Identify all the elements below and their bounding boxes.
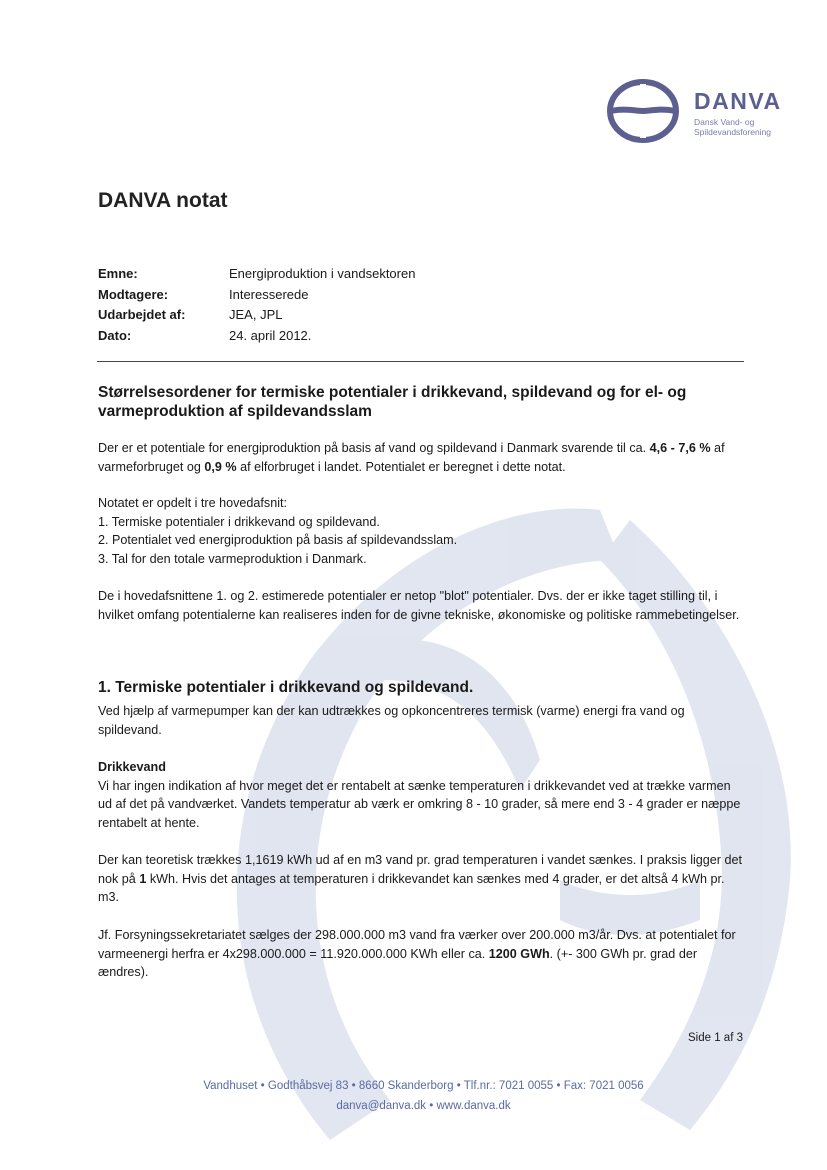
footer-street: Godthåbsvej 83 (267, 1080, 349, 1092)
outline-list (98, 494, 748, 568)
outline-lead: Notatet er opdelt i tre hovedafsnit: (98, 496, 288, 510)
logo-name: DANVA (694, 88, 782, 114)
meta-value: Energiproduktion i vandsektoren (229, 266, 416, 281)
section1-heading: 1. Termiske potentialer i drikkevand og spildevand. (98, 679, 474, 696)
gwh-value: 1200 GWh (488, 946, 550, 961)
meta-row-subject (98, 266, 698, 287)
footer-address: Vandhuset (203, 1080, 258, 1092)
outline-item: 1. Termiske potentialer i drikkevand og spildevand. (98, 514, 380, 529)
danva-logo (605, 78, 795, 138)
meta-value: JEA, JPL (229, 307, 283, 322)
meta-label: Emne: (98, 266, 138, 281)
main-heading: Størrelsesordener for termiske potentialer i drikkevand, spildevand og for el- og varmeproduktion af spildevandsslam (98, 384, 687, 420)
logo-subtitle-line2: Spildevandsforening (694, 127, 772, 137)
footer-fax: Fax: 7021 0056 (563, 1080, 644, 1092)
logo-subtitle (694, 117, 771, 137)
intro-text: Der er et potentiale for energiproduktion på basis af vand og spildevand i Danmark svarende til ca. (98, 441, 650, 455)
heat-share-value: 4,6 - 7,6 % (649, 441, 711, 455)
kwh-value: 1 (139, 871, 147, 886)
footer-address-line (100, 1080, 747, 1092)
footer-separator: • (556, 1080, 561, 1092)
footer-email-link[interactable]: danva@danva.dk (336, 1100, 427, 1112)
paragraph-text: Jf. Forsyningssekretariatet sælges der 298.000.000 m3 vand fra værker over 200.000 m3/år. Dvs. at potentialet for varmeenergi herfra er 4x298.000.000 = 11.920.000.000 KWh eller ca. (98, 928, 736, 961)
meta-value: Interesserede (229, 286, 309, 302)
meta-table (98, 266, 698, 348)
meta-value: 24. april 2012. (229, 327, 312, 343)
footer-contact-line (100, 1100, 747, 1112)
document-title: DANVA notat (98, 189, 228, 212)
footer-separator: • (351, 1080, 356, 1092)
meta-label: Udarbejdet af: (98, 307, 186, 322)
meta-row-recipients (98, 287, 698, 308)
meta-label: Modtagere: (98, 286, 169, 302)
drikkevand-paragraph-1: Vi har ingen indikation af hvor meget det er rentabelt at sænke temperaturen i drikkevandet ved at trække varmen ud af det på vandværket. Vandets temperatur ab værk er omkring 8 - 10 grader, så mere end 3 - 4 grader er næppe rentabelt at hente. (98, 778, 741, 830)
outline-item: 3. Tal for den totale varmeproduktion i Danmark. (98, 551, 367, 566)
paragraph-text: kWh. Hvis det antages at temperaturen i drikkevandet kan sænkes med 4 grader, er det altså 4 kWh pr. m3. (98, 871, 725, 905)
intro-paragraph (98, 439, 748, 476)
footer-phone: Tlf.nr.: 7021 0055 (463, 1080, 554, 1092)
footer-city: 8660 Skanderborg (358, 1080, 454, 1092)
intro-text: af elforbruget i landet. Potentialet er beregnet i dette notat. (236, 459, 566, 474)
divider (97, 361, 744, 362)
drikkevand-heading: Drikkevand (98, 760, 166, 774)
meta-row-date (98, 328, 698, 349)
paragraph-text: Der kan teoretisk trækkes 1,1619 kWh ud af en m3 vand pr. grad temperaturen i vandet sænkes. I praksis ligger det nok på (98, 853, 743, 886)
footer-separator: • (429, 1100, 434, 1112)
outline-item: 2. Potentialet ved energiproduktion på basis af spildevandsslam. (98, 533, 458, 548)
intro-text: af varmeforbruget og (98, 441, 725, 474)
note-paragraph: De i hovedafsnittene 1. og 2. estimerede potentialer er netop "blot" potentialer. Dvs. der er ikke taget stilling til, i hvilket omfang potentialerne kan realiseres inden for de givne tekniske, økonomiske og politiske rammebetingelser. (98, 589, 740, 622)
logo-subtitle-line1: Dansk Vand- og (694, 117, 755, 127)
drikkevand-paragraph-3 (98, 926, 748, 982)
footer-separator: • (260, 1080, 265, 1092)
drikkevand-block (98, 758, 748, 832)
footer-separator: • (456, 1080, 461, 1092)
meta-row-author (98, 307, 698, 328)
meta-label: Dato: (98, 327, 132, 343)
drikkevand-paragraph-2 (98, 851, 748, 907)
footer-web-link[interactable]: www.danva.dk (436, 1100, 511, 1112)
danva-emblem-icon (605, 78, 685, 144)
page-number: Side 1 af 3 (688, 1032, 743, 1044)
electricity-share-value: 0,9 % (204, 459, 237, 474)
paragraph-text: . (+- 300 GWh pr. grad der ændres). (98, 946, 698, 980)
section1-intro: Ved hjælp af varmepumper kan der kan udtrækkes og opkoncentreres termisk (varme) energi fra vand og spildevand. (98, 704, 685, 737)
